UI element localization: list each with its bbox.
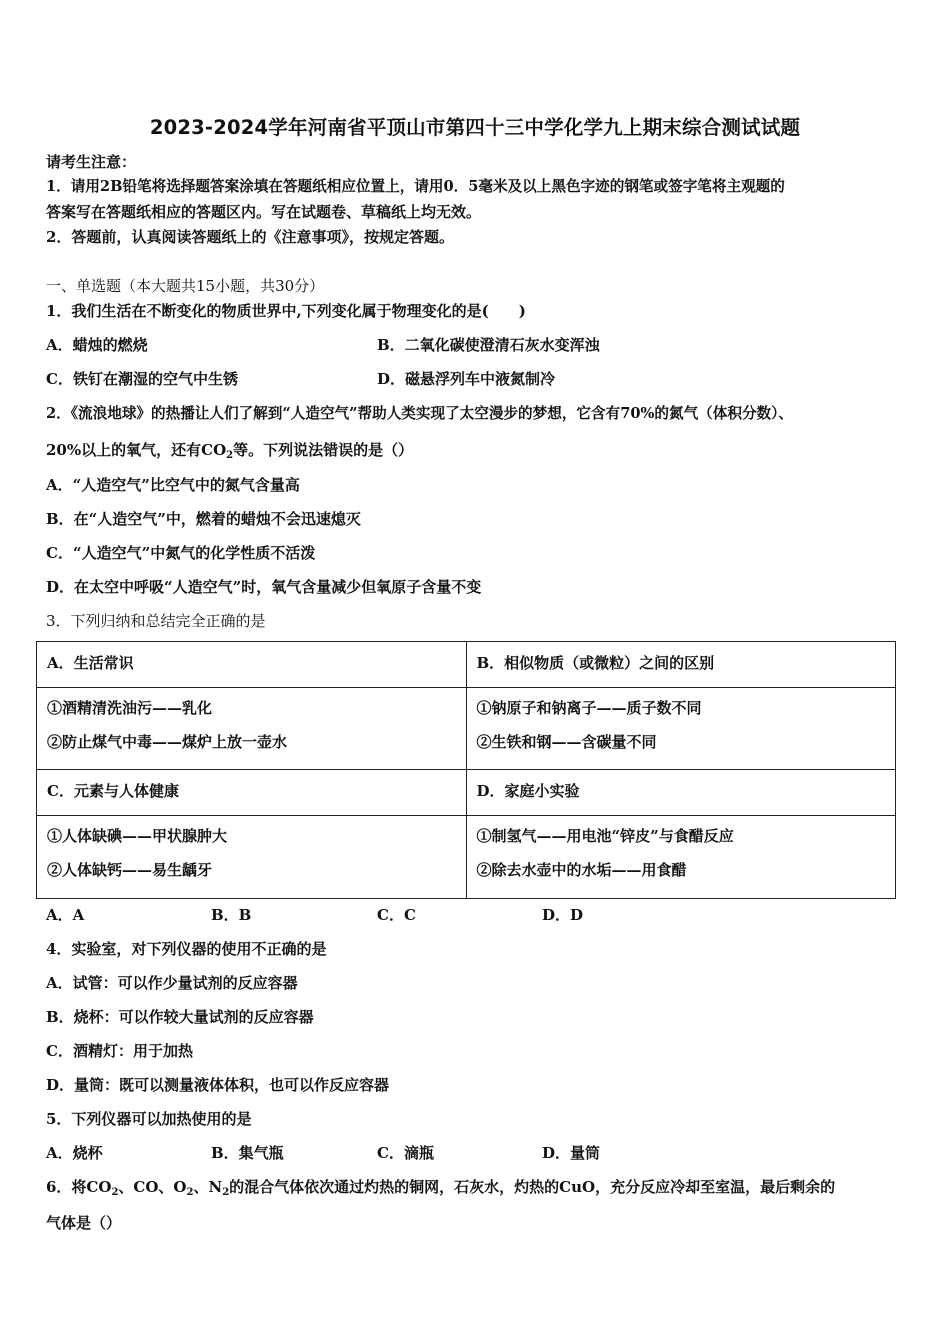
q2-stem-text-a: 20%以上的氧气，还有CO bbox=[46, 441, 227, 459]
q2-stem-cont bbox=[46, 440, 413, 466]
page-title: 2023-2024学年河南省平顶山市第四十三中学化学九上期末综合测试试题 bbox=[149, 116, 801, 139]
q6-text-3: 、N bbox=[193, 1178, 223, 1196]
q6-text-2: 、CO、O bbox=[118, 1178, 187, 1196]
q2-option-c: C．“人造空气”中氮气的化学性质不活泼 bbox=[46, 544, 316, 562]
q6-text-4: 的混合气体依次通过灼热的铜网，石灰水，灼热的CuO，充分反应冷却至室温，最后剩余的 bbox=[229, 1178, 836, 1196]
section-heading: 一、单选题（本大题共15小题，共30分） bbox=[46, 277, 325, 295]
q2-option-d: D．在太空中呼吸“人造空气”时，氧气含量减少但氧原子含量不变 bbox=[46, 578, 482, 596]
q3-cell-b-body bbox=[466, 688, 896, 770]
q3-d-head-text: D．家庭小实验 bbox=[476, 782, 580, 800]
q3-cell-c-body bbox=[37, 816, 467, 899]
q6-text-1: 6．将CO bbox=[46, 1178, 112, 1196]
q3-c-item-1: ①人体缺碘——甲状腺肿大 bbox=[47, 827, 228, 845]
q3-a-item-1: ①酒精清洗油污——乳化 bbox=[47, 699, 213, 717]
notice-item-1-cont: 答案写在答题纸相应的答题区内。写在试题卷、草稿纸上均无效。 bbox=[46, 203, 482, 221]
q6-sub-1: 2 bbox=[111, 1187, 119, 1198]
q3-d-item-2: ②除去水壶中的水垢——用食醋 bbox=[476, 861, 687, 879]
q3-cell-a-head bbox=[37, 642, 467, 688]
q2-stem: 2．《流浪地球》的热播让人们了解到“人造空气”帮助人类实现了太空漫步的梦想，它含有70%的氮气（体积分数）、 bbox=[46, 405, 794, 422]
q3-table bbox=[36, 641, 896, 899]
q6-sub-2: 2 bbox=[186, 1187, 194, 1198]
q3-stem: 3．下列归纳和总结完全正确的是 bbox=[46, 612, 266, 630]
q3-b-head-text: B．相似物质（或微粒）之间的区别 bbox=[476, 654, 715, 672]
q3-option-a: A．A bbox=[46, 906, 85, 924]
q4-option-a: A．试管：可以作少量试剂的反应容器 bbox=[46, 974, 298, 992]
q5-stem: 5．下列仪器可以加热使用的是 bbox=[46, 1110, 252, 1128]
q2-stem-text-b: 等。下列说法错误的是（） bbox=[233, 441, 414, 459]
q4-option-b: B．烧杯：可以作较大量试剂的反应容器 bbox=[46, 1008, 314, 1026]
q3-c-head-text: C．元素与人体健康 bbox=[47, 782, 179, 800]
notice-heading: 请考生注意： bbox=[46, 153, 137, 171]
q1-option-d: D．磁悬浮列车中液氮制冷 bbox=[377, 370, 556, 388]
q3-cell-c-head bbox=[37, 770, 467, 816]
q6-stem bbox=[46, 1177, 835, 1203]
q3-b-item-1: ①钠原子和钠离子——质子数不同 bbox=[476, 699, 702, 717]
q6-stem-cont: 气体是（） bbox=[46, 1214, 122, 1232]
q6-sub-3: 2 bbox=[222, 1187, 230, 1198]
q2-option-b: B．在“人造空气”中，燃着的蜡烛不会迅速熄灭 bbox=[46, 510, 361, 528]
q2-stem-subscript: 2 bbox=[226, 450, 234, 461]
q1-option-c: C．铁钉在潮湿的空气中生锈 bbox=[46, 370, 238, 388]
notice-item-2: 2．答题前，认真阅读答题纸上的《注意事项》，按规定答题。 bbox=[46, 228, 454, 246]
q4-option-d: D．量筒：既可以测量液体体积，也可以作反应容器 bbox=[46, 1076, 390, 1094]
q3-cell-a-body bbox=[37, 688, 467, 770]
q3-option-b: B．B bbox=[211, 906, 252, 924]
q4-stem: 4．实验室，对下列仪器的使用不正确的是 bbox=[46, 940, 327, 958]
q3-c-item-2: ②人体缺钙——易生龋牙 bbox=[47, 861, 213, 879]
q4-option-c: C．酒精灯：用于加热 bbox=[46, 1042, 193, 1060]
q5-option-a: A．烧杯 bbox=[46, 1144, 103, 1162]
q5-option-c: C．滴瓶 bbox=[377, 1144, 434, 1162]
q3-a-item-2: ②防止煤气中毒——煤炉上放一壶水 bbox=[47, 733, 288, 751]
q3-a-head-text: A．生活常识 bbox=[47, 654, 134, 672]
q3-option-c: C．C bbox=[377, 906, 416, 924]
notice-item-1: 1．请用2B铅笔将选择题答案涂填在答题纸相应位置上，请用0．5毫米及以上黑色字迹的钢笔或签字笔将主观题的 bbox=[46, 178, 785, 195]
q3-cell-d-body bbox=[466, 816, 896, 899]
q1-stem: 1．我们生活在不断变化的物质世界中,下列变化属于物理变化的是( ) bbox=[46, 302, 526, 320]
q3-b-item-2: ②生铁和钢——含碳量不同 bbox=[476, 733, 657, 751]
q3-d-item-1: ①制氢气——用电池“锌皮”与食醋反应 bbox=[476, 827, 734, 845]
q5-option-d: D．量筒 bbox=[542, 1144, 601, 1162]
q3-cell-b-head bbox=[466, 642, 896, 688]
q2-option-a: A．“人造空气”比空气中的氮气含量高 bbox=[46, 476, 300, 494]
q3-option-d: D．D bbox=[542, 906, 584, 924]
q1-option-a: A．蜡烛的燃烧 bbox=[46, 336, 148, 354]
q1-option-b: B．二氧化碳使澄清石灰水变浑浊 bbox=[377, 336, 600, 354]
q3-cell-d-head bbox=[466, 770, 896, 816]
q5-option-b: B．集气瓶 bbox=[211, 1144, 284, 1162]
